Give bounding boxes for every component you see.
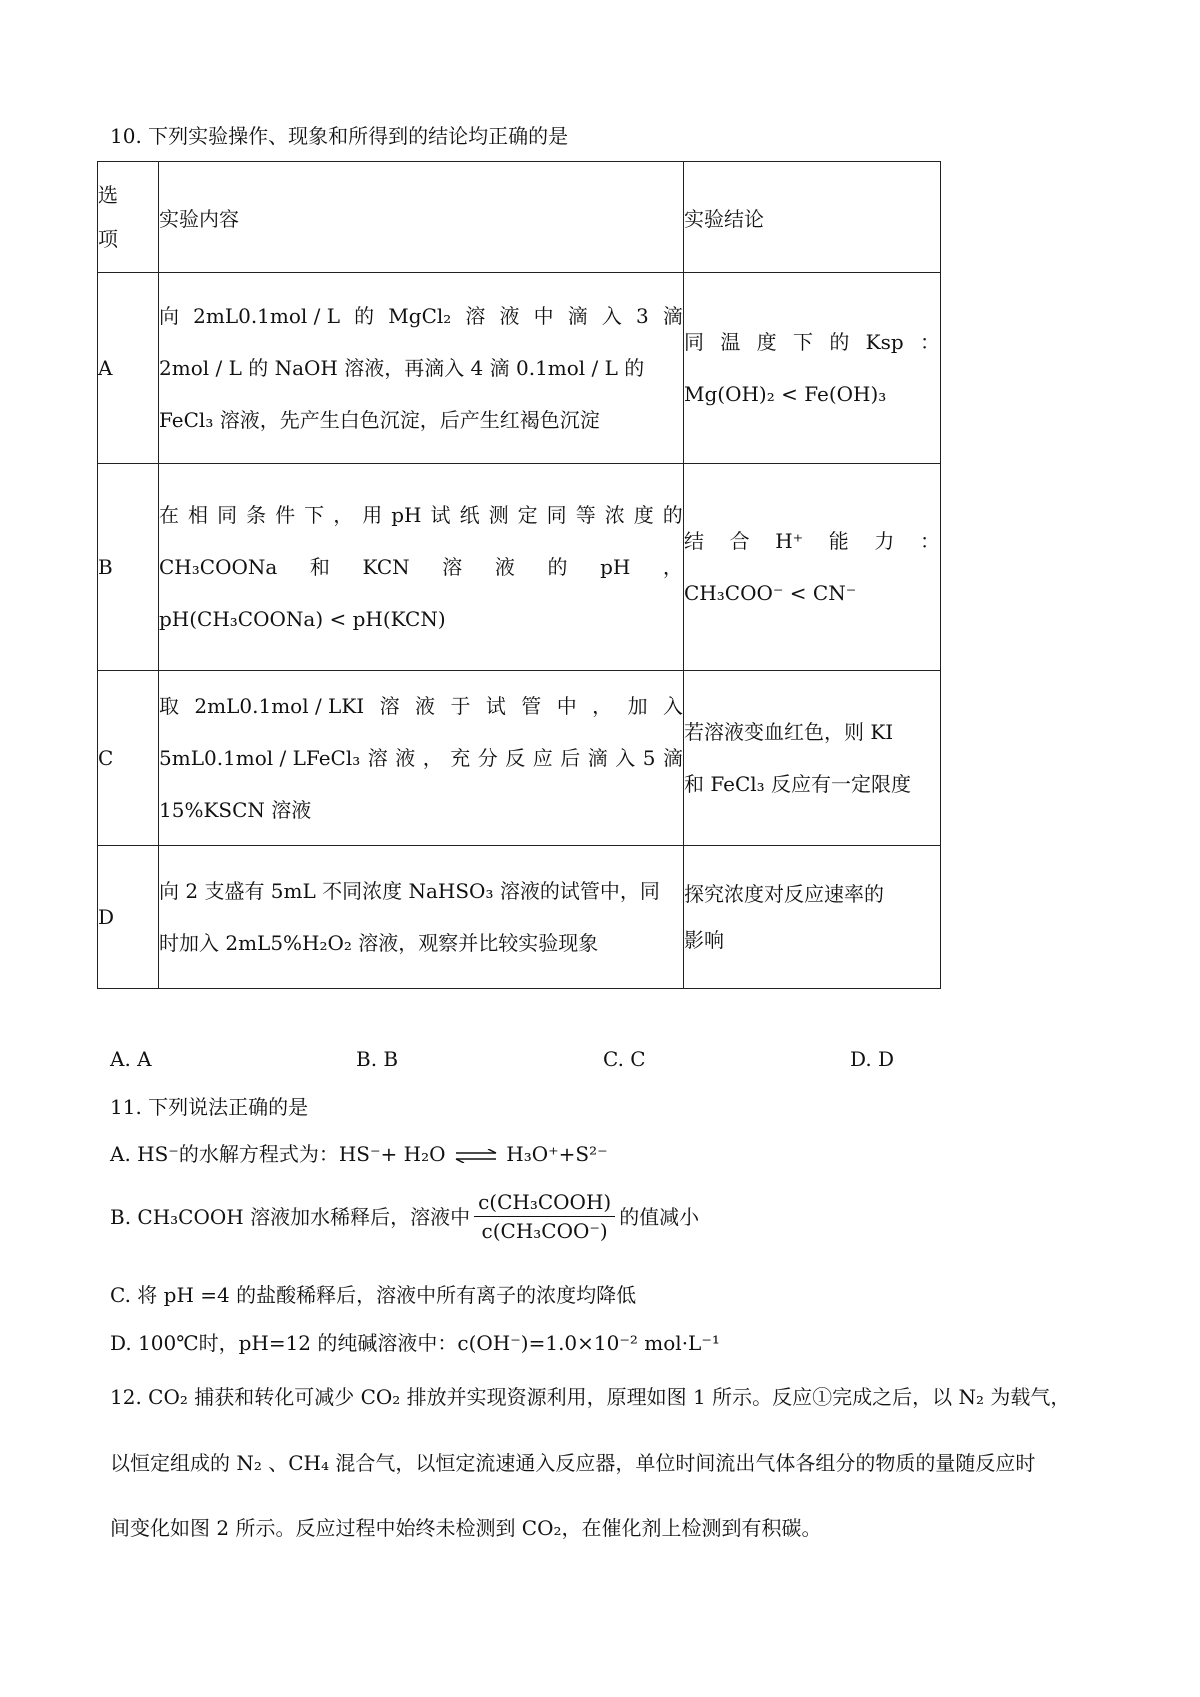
- text-token: 滴: [662, 304, 683, 328]
- text-token: ：: [919, 330, 940, 354]
- text-token: 用: [362, 503, 383, 527]
- table-row: [98, 671, 941, 846]
- text-token: pH: [600, 555, 631, 579]
- text-token: 5mL0.1mol / LFeCl₃: [159, 746, 361, 770]
- text-token: 力: [874, 529, 895, 553]
- content-line: [159, 680, 683, 732]
- experiment-table: [97, 161, 941, 989]
- text-token: 条: [246, 503, 267, 527]
- text-token: pH: [391, 503, 422, 527]
- q11-stem: 11. 下列说法正确的是: [110, 1095, 309, 1119]
- conclusion-line: 若溶液变血红色，则 KI: [684, 720, 894, 744]
- row-conclusion: [684, 464, 941, 671]
- text-token: 入: [615, 746, 636, 770]
- text-token: 液: [494, 555, 515, 579]
- text-token: 相: [188, 503, 209, 527]
- row-label: A: [98, 273, 159, 464]
- choice-a[interactable]: A. A: [110, 1047, 152, 1071]
- text-token: 后: [560, 746, 581, 770]
- text-token: 液: [415, 694, 436, 718]
- table-header-row: [98, 162, 941, 273]
- text-token: 定: [517, 503, 538, 527]
- text-token: 测: [488, 503, 509, 527]
- text-token: 结: [684, 529, 704, 553]
- content-line: [159, 732, 683, 784]
- conclusion-line: 影响: [684, 928, 724, 952]
- q12-line-3: 间变化如图 2 所示。反应过程中始终未检测到 CO₂，在催化剂上检测到有积碳。: [110, 1516, 822, 1540]
- content-line: [159, 489, 683, 541]
- row-content: [159, 464, 684, 671]
- text-token: 溶: [465, 304, 486, 328]
- text-token: 同: [546, 503, 567, 527]
- text-token: 浓: [604, 503, 625, 527]
- text-token: 能: [828, 529, 849, 553]
- row-label: C: [98, 671, 159, 846]
- text-token: 下: [304, 503, 325, 527]
- text-token: 度: [756, 330, 777, 354]
- text-token: Ksp: [865, 330, 904, 354]
- text-token: 等: [575, 503, 596, 527]
- choice-d[interactable]: D. D: [850, 1047, 895, 1071]
- text-token: 管: [521, 694, 542, 718]
- row-conclusion: [684, 671, 941, 846]
- q10-stem: 10. 下列实验操作、现象和所得到的结论均正确的是: [110, 124, 569, 148]
- concentration-fraction: $\frac{\text{c(CH₃COOH)}}{\text{c(CH₃COO⁻)}}$: [474, 1190, 615, 1243]
- text-token: 的: [829, 330, 850, 354]
- text-token: 在: [159, 503, 179, 527]
- text-token: 同: [217, 503, 238, 527]
- text-token: ，: [333, 503, 354, 527]
- conclusion-line: CH₃COO⁻ < CN⁻: [684, 581, 857, 605]
- text-token: 同: [684, 330, 704, 354]
- text-token: 2mL0.1mol / LKI: [194, 694, 365, 718]
- text-token: 3: [636, 304, 649, 328]
- text-token: 滴: [587, 746, 608, 770]
- text-token: 和: [309, 555, 330, 579]
- text-token: ，: [662, 555, 683, 579]
- text-token: 加: [627, 694, 648, 718]
- text-token: 应: [532, 746, 553, 770]
- text-token: 于: [450, 694, 471, 718]
- row-conclusion: [684, 273, 941, 464]
- q11-option-a[interactable]: A. HS⁻的水解方程式为：HS⁻+ H₂O H₃O⁺+S²⁻: [110, 1142, 608, 1166]
- text-token: 液: [499, 304, 520, 328]
- text-token: 合: [729, 529, 750, 553]
- text-token: 溶: [442, 555, 463, 579]
- text-token: 分: [477, 746, 498, 770]
- content-line: pH(CH₃COONa) < pH(KCN): [159, 607, 446, 631]
- text-token: ，: [592, 694, 613, 718]
- text-token: 温: [720, 330, 741, 354]
- content-line: 向 2 支盛有 5mL 不同浓度 NaHSO₃ 溶液的试管中，同: [159, 879, 660, 903]
- text-token: CH₃COONa: [159, 555, 278, 579]
- text-token: 2mL0.1mol / L: [193, 304, 341, 328]
- table-row: [98, 846, 941, 989]
- table-row: [98, 273, 941, 464]
- text-token: 入: [662, 694, 683, 718]
- text-token: 入: [601, 304, 622, 328]
- header-option: 选 项: [98, 162, 159, 273]
- q12-line-2: 以恒定组成的 N₂ 、CH₄ 混合气，以恒定流速通入反应器，单位时间流出气体各组分的物质的量随反应时: [110, 1451, 1036, 1475]
- q11-option-b[interactable]: B. CH₃COOH 溶液加水稀释后，溶液中 $\frac{\text{c(CH₃COOH)}}{\text{c(CH₃COO⁻)}}$ 的值减小: [110, 1190, 700, 1243]
- table-row: [98, 464, 941, 671]
- text-token: 纸: [459, 503, 480, 527]
- text-token: 取: [159, 694, 179, 718]
- row-content: [159, 846, 684, 989]
- choice-b[interactable]: B. B: [356, 1047, 399, 1071]
- q11-option-c[interactable]: C. 将 pH =4 的盐酸稀释后，溶液中所有离子的浓度均降低: [110, 1283, 637, 1307]
- text-token: 的: [547, 555, 568, 579]
- text-token: 充: [450, 746, 471, 770]
- choice-c[interactable]: C. C: [603, 1047, 646, 1071]
- text-token: 溶: [379, 694, 400, 718]
- row-label: D: [98, 846, 159, 989]
- header-conclusion: 实验结论: [684, 162, 941, 273]
- text-token: H⁺: [775, 529, 804, 553]
- text-token: 件: [275, 503, 296, 527]
- text-token: 试: [430, 503, 451, 527]
- conclusion-line: Mg(OH)₂ < Fe(OH)₃: [684, 382, 887, 406]
- text-token: 度: [633, 503, 654, 527]
- text-token: 液: [395, 746, 416, 770]
- equilibrium-arrow-icon: [454, 1149, 498, 1163]
- text-token: 反: [505, 746, 526, 770]
- content-line: 2mol / L 的 NaOH 溶液，再滴入 4 滴 0.1mol / L 的: [159, 356, 645, 380]
- content-line: [159, 290, 683, 342]
- text-token: 溶: [367, 746, 388, 770]
- conclusion-line: 探究浓度对反应速率的: [684, 882, 884, 906]
- text-token: MgCl₂: [388, 304, 452, 328]
- conclusion-line: [684, 316, 940, 368]
- content-line: [159, 541, 683, 593]
- text-token: ：: [919, 529, 940, 553]
- row-content: [159, 273, 684, 464]
- row-content: [159, 671, 684, 846]
- header-content: 实验内容: [159, 162, 684, 273]
- conclusion-line: 和 FeCl₃ 反应有一定限度: [684, 772, 912, 796]
- text-token: 的: [354, 304, 375, 328]
- text-token: 下: [792, 330, 813, 354]
- text-token: 的: [662, 503, 683, 527]
- row-conclusion: [684, 846, 941, 989]
- text-token: KCN: [362, 555, 410, 579]
- conclusion-line: [684, 515, 940, 567]
- content-line: 15%KSCN 溶液: [159, 798, 312, 822]
- text-token: 中: [533, 304, 554, 328]
- q11-option-d[interactable]: D. 100℃时，pH=12 的纯碱溶液中：c(OH⁻)=1.0×10⁻² mol·L⁻¹: [110, 1331, 720, 1355]
- row-label: B: [98, 464, 159, 671]
- text-token: 试: [485, 694, 506, 718]
- text-token: 滴: [567, 304, 588, 328]
- text-token: 中: [556, 694, 577, 718]
- q12-line-1: 12. CO₂ 捕获和转化可减少 CO₂ 排放并实现资源利用，原理如图 1 所示。反应①完成之后，以 N₂ 为载气，: [110, 1385, 1071, 1409]
- content-line: 时加入 2mL5%H₂O₂ 溶液，观察并比较实验现象: [159, 931, 599, 955]
- text-token: 5: [642, 746, 656, 770]
- text-token: ，: [422, 746, 443, 770]
- content-line: FeCl₃ 溶液，先产生白色沉淀，后产生红褐色沉淀: [159, 408, 600, 432]
- text-token: 滴: [662, 746, 683, 770]
- text-token: 向: [159, 304, 179, 328]
